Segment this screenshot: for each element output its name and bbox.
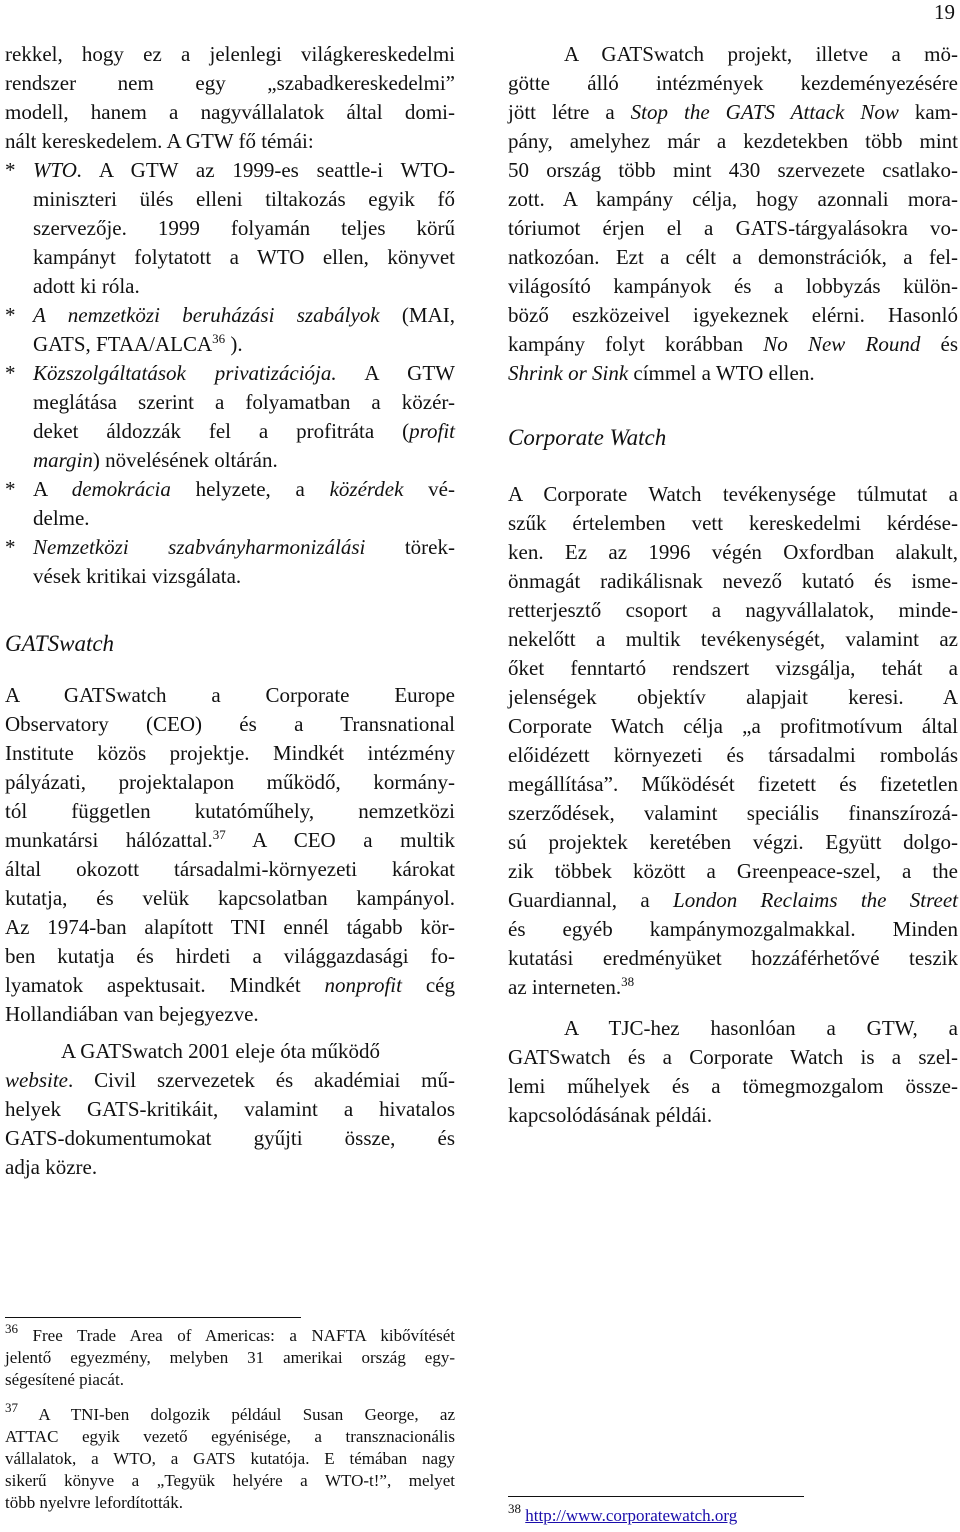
bullet-term: A nemzetközi beruházási szabályok (33, 303, 380, 327)
left-column: rekkel, hogy ez a jelenlegi világkereskedelmi rendszer nem egy „szabadkereskedelmi” modell, hanem a nagyvállalatok által domi- nált kereskedelem. A GTW fő témái: * WTO. A GTW az 1999-es seattle-i WTO- miniszteri ülés elleni tiltakozás egyik fő szervezője. 1999 folyamán teljes körű kampányt folytatott a WTO ellen, könyvet adott ki róla. * A nemzetközi beruházási szabályok (MAI, GATS, FTAA/ALCA$^{36}$ ). * Közszolgáltatások privatizációja. A GTW meglátása szerint a folyamatban a közér- deket áldozzák fel a profitráta (profit margin) növelésének oltárán. * A demokrácia helyzete, a közérdek vé- delme. * Nemzetközi szabványharmonizálási törek- vések kritikai vizsgálata. GATSwatch A GATSwatch a Corporate Europe Observatory (CEO) és a Transnational Institute közös projektje. Mindkét intézmény pályázati, projektalapon működő, kormány- tól független kutatóműhely, nemzetközi munkatársi hálózattal.$^{37}$ A CEO a multik által okozott társadalmi-környezeti károkat kutatja, és velük kapcsolatban kampányol. Az 1974-ban alapított TNI ennél tágabb kör- ben kutatja és hirdeti a világgazdasági fo- lyamatok aspektusait. Mindkét nonprofit cég Hollandiában van bejegyezve. A GATSwatch 2001 eleje óta működő website. Civil szervezetek és akadémiai mű- helyek GATS-kritikáit, valamint a hivatalos GATS-dokumentumokat gyűjti össze, és adja közre. (5, 40, 455, 1182)
text-line: megállítása”. Működését fizetett és fizetetlen (508, 772, 958, 796)
text-line: A GATSwatch 2001 eleje óta működő (61, 1039, 381, 1063)
footnote-rule (508, 1496, 804, 1497)
text-line: ken. Ez az 1996 végén Oxfordban alakult, (508, 540, 958, 564)
right-column: A GATSwatch projekt, illetve a mö- götte álló intézmények kezdeményezésére jött létre a Stop the GATS Attack Now kam- pány, amelyhez már a kezdetekben több mint 50 ország több mint 430 szervezete csatlako- zott. A kampány célja, hogy azonnali mora- tóriumot érjen el a GATS-tárgyalásokra vo- natkozóan. Ezt a célt a demonstrációk, a fel- világosító kampányok és a lobbyzás külön- böző eszközeivel igyekeznek elérni. Hasonló kampány folyt korábban No New Round és Shrink or Sink címmel a WTO ellen. Corporate Watch A Corporate Watch tevékenysége túlmutat a szűk értelemben vett kereskedelmi kérdése- ken. Ez az 1996 végén Oxfordban alakult, önmagát radikálisnak nevező kutató és isme- retterjesztő csoport a nagyvállalatok, minde- nekelőtt a multik tevékenységét, valamint az őket fenntartó rendszert vizsgálja, tehát a jelenségek objektív alapjait keresi. A Corporate Watch célja „a profitmotívum által előidézett környezeti és társadalmi rombolás megállítása”. Működését fizetett és fizetetlen szerződések, valamint speciális finanszírozá- sú projektek keretében végzi. Együtt dolgo- zik többek között a Greenpeace-szel, a the Guardiannal, a London Reclaims the Street és egyéb kampánymozgalmakkal. Minden kutatási eredményüket hozzáférhetővé teszik az interneten.$^{38}$ A TJC-hez hasonlóan a GTW, a GATSwatch és a Corporate Watch is a szel- lemi műhelyek és a tömegmozgalom össze- kapcsolódásának példái. (508, 40, 958, 1130)
text-line: tól független kutatóműhely, nemzetközi (5, 799, 455, 823)
footnote-ref-37: 37 (212, 827, 226, 842)
text-line: götte álló intézmények kezdeményezésére (508, 71, 958, 95)
text-line: kampányt folytatott a WTO ellen, könyvet (33, 245, 455, 269)
section-heading-gatswatch: GATSwatch (5, 631, 115, 656)
text-line: Corporate Watch célja „a profitmotívum által (508, 714, 958, 738)
bullet-star: * (5, 477, 16, 501)
bullet-standards: * Nemzetközi szabványharmonizálási törek- vések kritikai vizsgálata. (5, 533, 455, 591)
bullet-star: * (5, 158, 16, 182)
text-line: natkozóan. Ezt a célt a demonstrációk, a fel- (508, 245, 958, 269)
text-line: rekkel, hogy ez a jelenlegi világkereskedelmi (5, 42, 455, 66)
text-line: pány, amelyhez már a kezdetekben több mint (508, 129, 958, 153)
bullet-mai: * A nemzetközi beruházási szabályok (MAI, GATS, FTAA/ALCA$^{36}$ ). (5, 303, 455, 356)
bullet-star: * (5, 535, 16, 559)
bullet-star: * (5, 303, 16, 327)
text-line: zott. A kampány célja, hogy azonnali mora- (508, 187, 958, 211)
footnote-38: $^{38}$ http://www.corporatewatch.org (508, 1501, 738, 1525)
footnotes-right (508, 1501, 958, 1527)
footnote-ref-36: 36 (212, 331, 226, 346)
text-line: A GATSwatch projekt, illetve a mö- (564, 42, 958, 66)
footnote-ref-38: 38 (621, 974, 635, 989)
text-line: világosító kampányok és a lobbyzás külön- (508, 274, 958, 298)
bullet-term: WTO. (33, 158, 83, 182)
text-line: modell, hanem a nagyvállalatok által domi- (5, 100, 455, 124)
text-line: jelenségek objektív alapjait keresi. A (508, 685, 958, 709)
text-line: adott ki róla. (33, 274, 140, 298)
text-line: ben kutatja és hirdeti a világgazdasági fo- (5, 944, 455, 968)
text-line: helyek GATS-kritikáit, valamint a hivatalos (5, 1097, 455, 1121)
bullet-democracy: * A demokrácia helyzete, a közérdek vé- delme. (5, 475, 455, 533)
footnote-36: $^{36}$ Free Trade Area of Americas: a NAFTA kibővítését (5, 1321, 455, 1345)
text-line: önmagát radikálisnak nevező kutató és isme- (508, 569, 958, 593)
text-line: Institute közös projektje. Mindkét intézmény (5, 741, 455, 765)
text-line: kutatja, és velük kapcsolatban kampányol. (5, 886, 455, 910)
text-line: miniszteri ülés elleni tiltakozás egyik fő (33, 187, 455, 211)
text-line: szűk értelemben vett kereskedelmi kérdése- (508, 511, 958, 535)
text-line: lemi műhelyek és a tömegmozgalom össze- (508, 1074, 958, 1098)
bullet-wto: * WTO. A GTW az 1999-es seattle-i WTO- miniszteri ülés elleni tiltakozás egyik fő szervezője. 1999 folyamán teljes körű kampányt folytatott a WTO ellen, könyvet adott ki róla. (5, 156, 455, 301)
text-line: zik többek között a Greenpeace-szel, a the (508, 859, 958, 883)
bullet-term: Közszolgáltatások privatizációja. (33, 361, 337, 385)
footnote-37: $^{37}$ A TNI-ben dolgozik például Susan George, az (5, 1400, 455, 1424)
bullet-privatization: * Közszolgáltatások privatizációja. A GTW meglátása szerint a folyamatban a közér- deket áldozzák fel a profitráta (profit margin) növelésének oltárán. (5, 361, 455, 472)
text-line: pályázati, projektalapon működő, kormány- (5, 770, 455, 794)
bullet-star: * (5, 361, 16, 385)
text-line: Observatory (CEO) és a Transnational (5, 712, 455, 736)
footnote-rule (5, 1317, 301, 1318)
text-line: böző eszközeivel igyekeznek elérni. Hasonló (508, 303, 958, 327)
text-line: A TJC-hez hasonlóan a GTW, a (564, 1016, 958, 1040)
text-line: kutatási eredményüket hozzáférhetővé teszik (508, 946, 958, 970)
footnotes-left: $^{36}$ Free Trade Area of Americas: a NAFTA kibővítését jelentő egyezmény, melyben 31 amerikai ország egy- ségesítené piacát. $^{37}$ A TNI-ben dolgozik például Susan George, az ATTAC egyik vezető egyénisége, a transznacionális vállalatok, a WTO, a GATS kutatója. E témában nagy sikerű könyve a „Tegyük helyére a WTO-t!”, melyet több nyelvre lefordították. (5, 1321, 455, 1512)
text-line: A Corporate Watch tevékenysége túlmutat a (508, 482, 958, 506)
text-line: GATSwatch és a Corporate Watch is a szel- (508, 1045, 958, 1069)
text-line: nekelőtt a multik tevékenységét, valamint az (508, 627, 958, 651)
text-line: Hollandiában van bejegyezve. (5, 1002, 259, 1026)
text-line: adja közre. (5, 1155, 98, 1179)
text-line: meglátása szerint a folyamatban a közér- (33, 390, 455, 414)
text-line: Az 1974-ban alapított TNI ennél tágabb kör- (5, 915, 455, 939)
corporatewatch-link[interactable]: http://www.corporatewatch.org (525, 1506, 738, 1525)
text-line: tóriumot érjen el a GATS-tárgyalásokra vo- (508, 216, 958, 240)
section-heading-corporate-watch: Corporate Watch (508, 425, 667, 450)
text-line: rendszer nem egy „szabadkereskedelmi” (5, 71, 455, 95)
bullet-term: Nemzetközi szabványharmonizálási (33, 535, 366, 559)
text-line: vések kritikai vizsgálata. (33, 564, 242, 588)
text-line: delme. (33, 506, 90, 530)
text-line: nált kereskedelem. A GTW fő témái: (5, 129, 314, 153)
text-line: GATS-dokumentumokat gyűjti össze, és (5, 1126, 455, 1150)
text-line: kapcsolódásának példái. (508, 1103, 713, 1127)
text-line: retterjesztő csoport a nagyvállalatok, minde- (508, 598, 958, 622)
text-line: előidézett környezeti és társadalmi rombolás (508, 743, 958, 767)
text-line: A GATSwatch a Corporate Europe (5, 683, 455, 707)
text-line: sú projektek keretében végzi. Együtt dolgo- (508, 830, 958, 854)
text-line: 50 ország több mint 430 szervezete csatlako- (508, 158, 958, 182)
page-number: 19 (934, 0, 955, 24)
text-line: és egyéb kampánymozgalmakkal. Minden (508, 917, 958, 941)
text-line: szerződések, valamint speciális finanszírozá- (508, 801, 958, 825)
text-line: által okozott társadalmi-környezeti károkat (5, 857, 455, 881)
text-line: őket fenntartó rendszert vizsgálja, tehát a (508, 656, 958, 680)
text-line: szervezője. 1999 folyamán teljes körű (33, 216, 455, 240)
